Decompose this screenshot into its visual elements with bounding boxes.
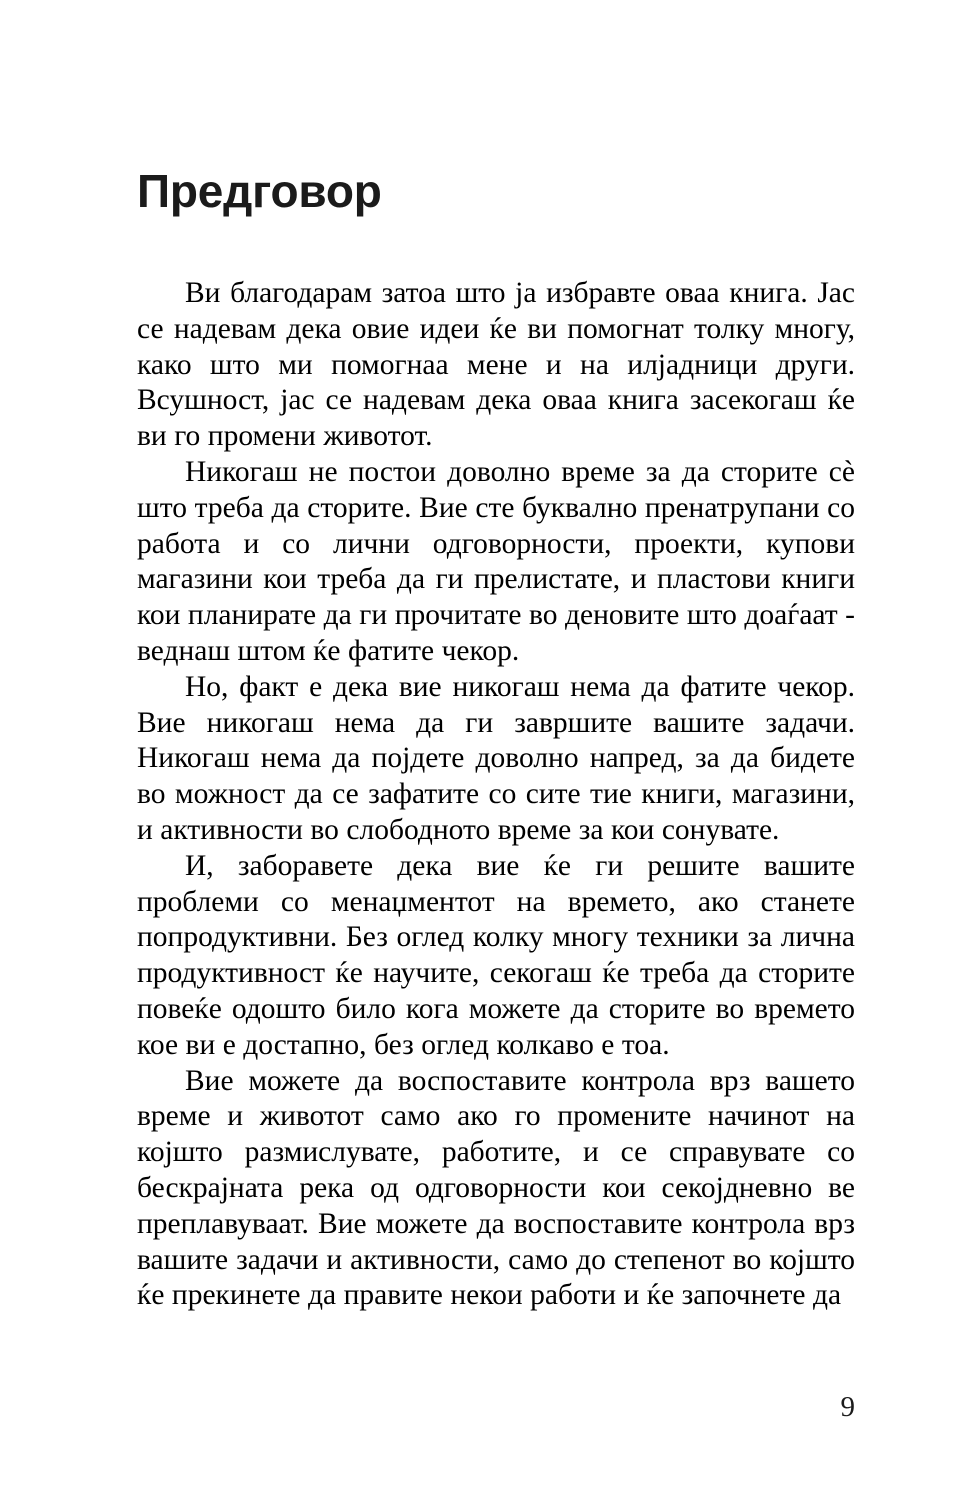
paragraph: Никогаш не постои доволно време за да сторите сѐ што треба да сторите. Вие сте буквално пренатрупани со работа и со лични одговорности, проекти, купови магазини кои треба да ги прелистате, и пластови книги кои планирате да ги прочитате во деновите што доаѓаат - веднаш штом ќе фатите чекор. xyxy=(137,455,855,667)
paragraph: Но, факт е дека вие никогаш нема да фатите чекор. Вие никогаш нема да ги завршите вашите задачи. Никогаш нема да појдете доволно напред, за да бидете во можност да се зафатите со сите тие книги, магазини, и активности во слободното време за кои сонувате. xyxy=(137,670,855,846)
content-column xyxy=(137,165,855,1314)
body-text xyxy=(137,276,855,1314)
page-title: Предговор xyxy=(137,165,382,217)
paragraph: Ви благодарам затоа што ја избравте оваа книга. Јас се надевам дека овие идеи ќе ви помогнат толку многу, како што ми помогнаа мене и на илјадници други. Всушност, јас се надевам дека оваа книга засекогаш ќе ви го промени животот. xyxy=(137,277,855,453)
paragraph: И, заборавете дека вие ќе ги решите вашите проблеми со менаџментот на времето, ако станете попродуктивни. Без оглед колку многу техники за лична продуктивност ќе научите, секогаш ќе треба да сторите повеќе одошто било кога можете да сторите во времето кое ви е достапно, без оглед колкаво е тоа. xyxy=(137,849,855,1061)
page-number: 9 xyxy=(840,1391,855,1423)
paragraph: Вие можете да воспоставите контрола врз вашето време и животот само ако го промените начинот на којшто размислувате, работите, и се справувате со бескрајната река од одговорности кои секојдневно ве преплавуваат. Вие можете да воспоставите контрола врз вашите задачи и активности, само до степенот во којшто ќе прекинете да правите некои работи и ќе започнете да xyxy=(137,1064,855,1312)
